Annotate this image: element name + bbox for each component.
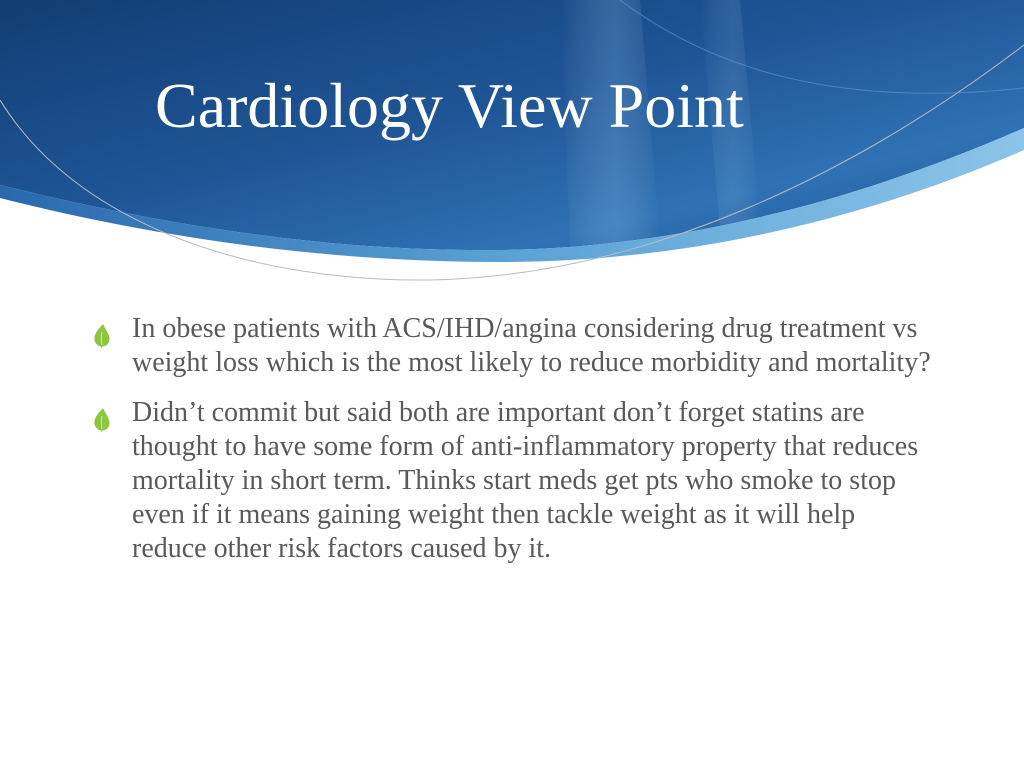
slide-title: Cardiology View Point bbox=[155, 70, 744, 141]
bullet-item bbox=[92, 312, 932, 380]
header-wave-background bbox=[0, 0, 1024, 300]
bullet-list bbox=[92, 312, 932, 582]
bullet-text: In obese patients with ACS/IHD/angina considering drug treatment vs weight loss which is the most likely to reduce morbidity and mortality? bbox=[132, 313, 931, 378]
bullet-item bbox=[92, 396, 932, 566]
bullet-text: Didn’t commit but said both are important don’t forget statins are thought to have some form of anti-inflammatory property that reduces mortality in short term. Thinks start meds get pts who smoke to stop even if it means gaining weight then tackle weight as it will help reduce other risk factors caused by it. bbox=[132, 397, 919, 564]
leaf-bullet-icon bbox=[92, 408, 112, 432]
leaf-bullet-icon bbox=[92, 324, 112, 348]
